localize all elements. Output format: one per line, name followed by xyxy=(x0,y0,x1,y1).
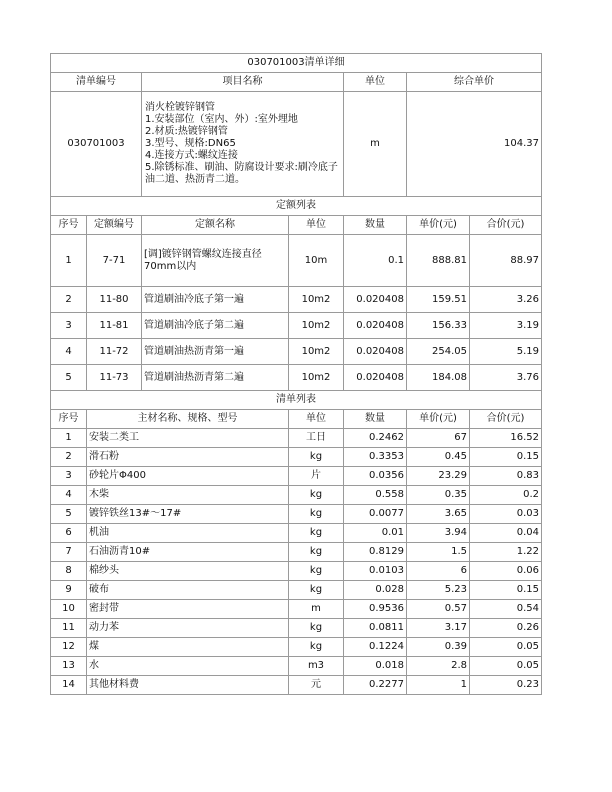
quota-qty: 0.020408 xyxy=(344,313,407,339)
quota-code: 11-80 xyxy=(87,287,142,313)
quota-total: 5.19 xyxy=(470,339,542,365)
material-name: 破布 xyxy=(87,581,289,600)
quota-total: 3.19 xyxy=(470,313,542,339)
material-name: 木柴 xyxy=(87,486,289,505)
material-unit: kg xyxy=(289,543,344,562)
material-price: 6 xyxy=(407,562,470,581)
quota-qty: 0.1 xyxy=(344,235,407,287)
quota-price: 184.08 xyxy=(407,365,470,391)
quota-unit: 10m2 xyxy=(289,365,344,391)
material-no: 14 xyxy=(51,676,87,695)
materials-header-no: 序号 xyxy=(51,410,87,429)
material-name: 密封带 xyxy=(87,600,289,619)
quota-header-name: 定额名称 xyxy=(142,216,289,235)
quota-price: 254.05 xyxy=(407,339,470,365)
materials-section-row xyxy=(51,391,542,410)
material-no: 6 xyxy=(51,524,87,543)
material-qty: 0.028 xyxy=(344,581,407,600)
quota-total: 88.97 xyxy=(470,235,542,287)
quota-row xyxy=(51,365,542,391)
material-price: 1.5 xyxy=(407,543,470,562)
material-row xyxy=(51,657,542,676)
material-unit: kg xyxy=(289,524,344,543)
quota-qty: 0.020408 xyxy=(344,339,407,365)
material-price: 0.35 xyxy=(407,486,470,505)
material-row xyxy=(51,524,542,543)
material-no: 7 xyxy=(51,543,87,562)
material-total: 0.04 xyxy=(470,524,542,543)
material-price: 0.45 xyxy=(407,448,470,467)
material-qty: 0.2277 xyxy=(344,676,407,695)
quota-price: 159.51 xyxy=(407,287,470,313)
material-total: 0.03 xyxy=(470,505,542,524)
header-price: 综合单价 xyxy=(407,73,542,92)
material-name: 机油 xyxy=(87,524,289,543)
quota-unit: 10m2 xyxy=(289,339,344,365)
quota-code: 11-72 xyxy=(87,339,142,365)
quota-qty: 0.020408 xyxy=(344,365,407,391)
material-no: 4 xyxy=(51,486,87,505)
material-qty: 0.0103 xyxy=(344,562,407,581)
material-no: 10 xyxy=(51,600,87,619)
material-total: 16.52 xyxy=(470,429,542,448)
material-no: 1 xyxy=(51,429,87,448)
quota-no: 4 xyxy=(51,339,87,365)
quota-row xyxy=(51,287,542,313)
material-unit: m xyxy=(289,600,344,619)
quota-no: 5 xyxy=(51,365,87,391)
item-price: 104.37 xyxy=(407,92,542,197)
material-qty: 0.0356 xyxy=(344,467,407,486)
item-unit: m xyxy=(344,92,407,197)
material-price: 1 xyxy=(407,676,470,695)
material-no: 12 xyxy=(51,638,87,657)
material-qty: 0.0077 xyxy=(344,505,407,524)
material-row xyxy=(51,543,542,562)
material-name: 动力苯 xyxy=(87,619,289,638)
quota-header-code: 定额编号 xyxy=(87,216,142,235)
material-unit: kg xyxy=(289,638,344,657)
quota-no: 2 xyxy=(51,287,87,313)
material-no: 11 xyxy=(51,619,87,638)
material-no: 9 xyxy=(51,581,87,600)
material-price: 5.23 xyxy=(407,581,470,600)
quota-qty: 0.020408 xyxy=(344,287,407,313)
quota-row xyxy=(51,313,542,339)
materials-header-total: 合价(元) xyxy=(470,410,542,429)
material-qty: 0.2462 xyxy=(344,429,407,448)
material-row xyxy=(51,638,542,657)
material-row xyxy=(51,619,542,638)
quota-total: 3.76 xyxy=(470,365,542,391)
quota-header-no: 序号 xyxy=(51,216,87,235)
material-unit: kg xyxy=(289,448,344,467)
material-row xyxy=(51,676,542,695)
quota-price: 888.81 xyxy=(407,235,470,287)
material-no: 5 xyxy=(51,505,87,524)
header-name: 项目名称 xyxy=(142,73,344,92)
material-qty: 0.01 xyxy=(344,524,407,543)
material-name: 安装二类工 xyxy=(87,429,289,448)
quota-row xyxy=(51,339,542,365)
page-title: 030701003清单详细 xyxy=(51,54,542,73)
material-unit: kg xyxy=(289,486,344,505)
material-row xyxy=(51,581,542,600)
material-name: 水 xyxy=(87,657,289,676)
quota-unit: 10m2 xyxy=(289,313,344,339)
quota-no: 3 xyxy=(51,313,87,339)
quota-name: [调]镀锌钢管螺纹连接直径70mm以内 xyxy=(142,235,289,287)
material-price: 3.17 xyxy=(407,619,470,638)
quota-total: 3.26 xyxy=(470,287,542,313)
material-no: 8 xyxy=(51,562,87,581)
material-no: 13 xyxy=(51,657,87,676)
material-unit: 工日 xyxy=(289,429,344,448)
material-price: 23.29 xyxy=(407,467,470,486)
material-price: 0.57 xyxy=(407,600,470,619)
material-unit: 元 xyxy=(289,676,344,695)
material-total: 0.83 xyxy=(470,467,542,486)
material-total: 0.23 xyxy=(470,676,542,695)
material-qty: 0.558 xyxy=(344,486,407,505)
material-row xyxy=(51,448,542,467)
material-price: 0.39 xyxy=(407,638,470,657)
quota-header-unit: 单位 xyxy=(289,216,344,235)
material-name: 砂轮片Φ400 xyxy=(87,467,289,486)
material-total: 0.54 xyxy=(470,600,542,619)
quota-name: 管道刷油热沥青第一遍 xyxy=(142,339,289,365)
quota-row xyxy=(51,235,542,287)
materials-header-qty: 数量 xyxy=(344,410,407,429)
material-total: 0.2 xyxy=(470,486,542,505)
quota-unit: 10m2 xyxy=(289,287,344,313)
material-row xyxy=(51,429,542,448)
material-price: 3.94 xyxy=(407,524,470,543)
material-qty: 0.1224 xyxy=(344,638,407,657)
material-qty: 0.8129 xyxy=(344,543,407,562)
quota-code: 7-71 xyxy=(87,235,142,287)
material-unit: kg xyxy=(289,581,344,600)
material-name: 煤 xyxy=(87,638,289,657)
header-code: 清单编号 xyxy=(51,73,142,92)
material-no: 2 xyxy=(51,448,87,467)
bill-detail-table xyxy=(50,53,542,695)
title-row xyxy=(51,54,542,73)
quota-header-total: 合价(元) xyxy=(470,216,542,235)
quota-name: 管道刷油冷底子第二遍 xyxy=(142,313,289,339)
material-name: 滑石粉 xyxy=(87,448,289,467)
quota-price: 156.33 xyxy=(407,313,470,339)
material-name: 其他材料费 xyxy=(87,676,289,695)
material-row xyxy=(51,600,542,619)
material-price: 67 xyxy=(407,429,470,448)
quota-unit: 10m xyxy=(289,235,344,287)
material-row xyxy=(51,505,542,524)
quota-no: 1 xyxy=(51,235,87,287)
header-unit: 单位 xyxy=(344,73,407,92)
material-qty: 0.018 xyxy=(344,657,407,676)
header-row xyxy=(51,73,542,92)
material-unit: kg xyxy=(289,505,344,524)
material-qty: 0.9536 xyxy=(344,600,407,619)
material-row xyxy=(51,467,542,486)
materials-header-name: 主材名称、规格、型号 xyxy=(87,410,289,429)
material-no: 3 xyxy=(51,467,87,486)
quota-name: 管道刷油冷底子第一遍 xyxy=(142,287,289,313)
item-row xyxy=(51,92,542,197)
material-row xyxy=(51,562,542,581)
quota-section-title: 定额列表 xyxy=(51,197,542,216)
material-row xyxy=(51,486,542,505)
material-price: 3.65 xyxy=(407,505,470,524)
material-total: 0.26 xyxy=(470,619,542,638)
material-total: 0.15 xyxy=(470,581,542,600)
material-unit: kg xyxy=(289,619,344,638)
quota-header-qty: 数量 xyxy=(344,216,407,235)
material-total: 0.06 xyxy=(470,562,542,581)
quota-code: 11-81 xyxy=(87,313,142,339)
materials-header-row xyxy=(51,410,542,429)
materials-section-title: 清单列表 xyxy=(51,391,542,410)
item-description: 消火栓镀锌钢管 1.安装部位（室内、外）:室外埋地 2.材质:热镀锌钢管 3.型号、规格:DN65 4.连接方式:螺纹连接 5.除锈标准、刷油、防腐设计要求:刷冷底子油二道、热沥青二道。 xyxy=(142,92,344,197)
material-qty: 0.0811 xyxy=(344,619,407,638)
material-unit: kg xyxy=(289,562,344,581)
quota-header-price: 单价(元) xyxy=(407,216,470,235)
material-unit: 片 xyxy=(289,467,344,486)
material-qty: 0.3353 xyxy=(344,448,407,467)
materials-header-unit: 单位 xyxy=(289,410,344,429)
material-name: 棉纱头 xyxy=(87,562,289,581)
materials-header-price: 单价(元) xyxy=(407,410,470,429)
material-name: 镀锌铁丝13#～17# xyxy=(87,505,289,524)
material-unit: m3 xyxy=(289,657,344,676)
material-price: 2.8 xyxy=(407,657,470,676)
material-total: 0.05 xyxy=(470,638,542,657)
quota-header-row xyxy=(51,216,542,235)
material-name: 石油沥青10# xyxy=(87,543,289,562)
material-total: 1.22 xyxy=(470,543,542,562)
quota-section-row xyxy=(51,197,542,216)
material-total: 0.15 xyxy=(470,448,542,467)
material-total: 0.05 xyxy=(470,657,542,676)
quota-code: 11-73 xyxy=(87,365,142,391)
quota-name: 管道刷油热沥青第二遍 xyxy=(142,365,289,391)
item-code: 030701003 xyxy=(51,92,142,197)
